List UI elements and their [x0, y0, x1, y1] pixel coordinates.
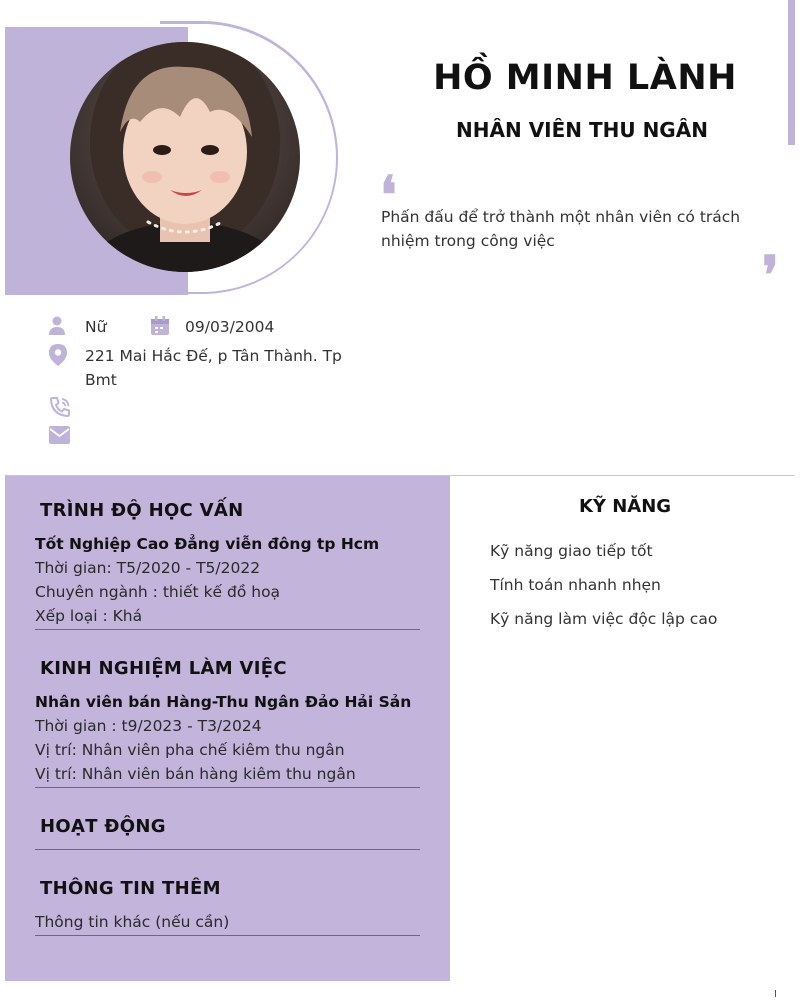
experience-rule [35, 787, 420, 788]
quote-open-icon: ❛ [380, 165, 397, 226]
experience-position-2: Vị trí: Nhân viên bán hàng kiêm thu ngân [35, 765, 356, 783]
extra-info-heading: THÔNG TIN THÊM [40, 878, 221, 899]
gender-value: Nữ [85, 318, 107, 336]
extra-info-rule [35, 935, 420, 936]
page-edge-mark [775, 990, 776, 997]
phone-icon [49, 396, 69, 416]
candidate-name: HỒ MINH LÀNH [433, 58, 737, 98]
education-rule [35, 629, 420, 630]
experience-heading: KINH NGHIỆM LÀM VIỆC [40, 658, 287, 679]
skill-item: Kỹ năng giao tiếp tốt [490, 542, 653, 560]
skill-item: Tính toán nhanh nhẹn [490, 576, 661, 594]
extra-info-text: Thông tin khác (nếu cần) [35, 913, 230, 931]
skill-item: Kỹ năng làm việc độc lập cao [490, 610, 718, 628]
profile-photo [70, 42, 300, 272]
envelope-icon [49, 426, 69, 446]
education-period: Thời gian: T5/2020 - T5/2022 [35, 559, 261, 577]
address-value: 221 Mai Hắc Đế, p Tân Thành. Tp Bmt [85, 347, 342, 389]
education-school: Tốt Nghiệp Cao Đẳng viễn đông tp Hcm [35, 535, 380, 553]
experience-period: Thời gian : t9/2023 - T3/2024 [35, 717, 262, 735]
skills-heading: KỸ NĂNG [578, 496, 672, 517]
user-icon [48, 316, 68, 336]
activities-rule [35, 849, 420, 850]
job-title: NHÂN VIÊN THU NGÂN [456, 118, 708, 142]
education-major: Chuyên ngành : thiết kế đồ hoạ [35, 583, 281, 601]
calendar-icon [150, 316, 170, 336]
education-heading: TRÌNH ĐỘ HỌC VẤN [40, 500, 244, 521]
activities-heading: HOẠT ĐỘNG [40, 816, 166, 837]
location-pin-icon [49, 344, 69, 364]
quote-close-icon: ❜ [762, 245, 779, 306]
experience-position-1: Vị trí: Nhân viên pha chế kiêm thu ngân [35, 741, 345, 759]
birthdate-value: 09/03/2004 [185, 318, 275, 336]
career-objective: Phấn đấu để trở thành một nhân viên có trách nhiệm trong công việc [381, 208, 741, 250]
experience-job: Nhân viên bán Hàng-Thu Ngân Đảo Hải Sản [35, 693, 412, 711]
education-grade: Xếp loại : Khá [35, 607, 143, 625]
